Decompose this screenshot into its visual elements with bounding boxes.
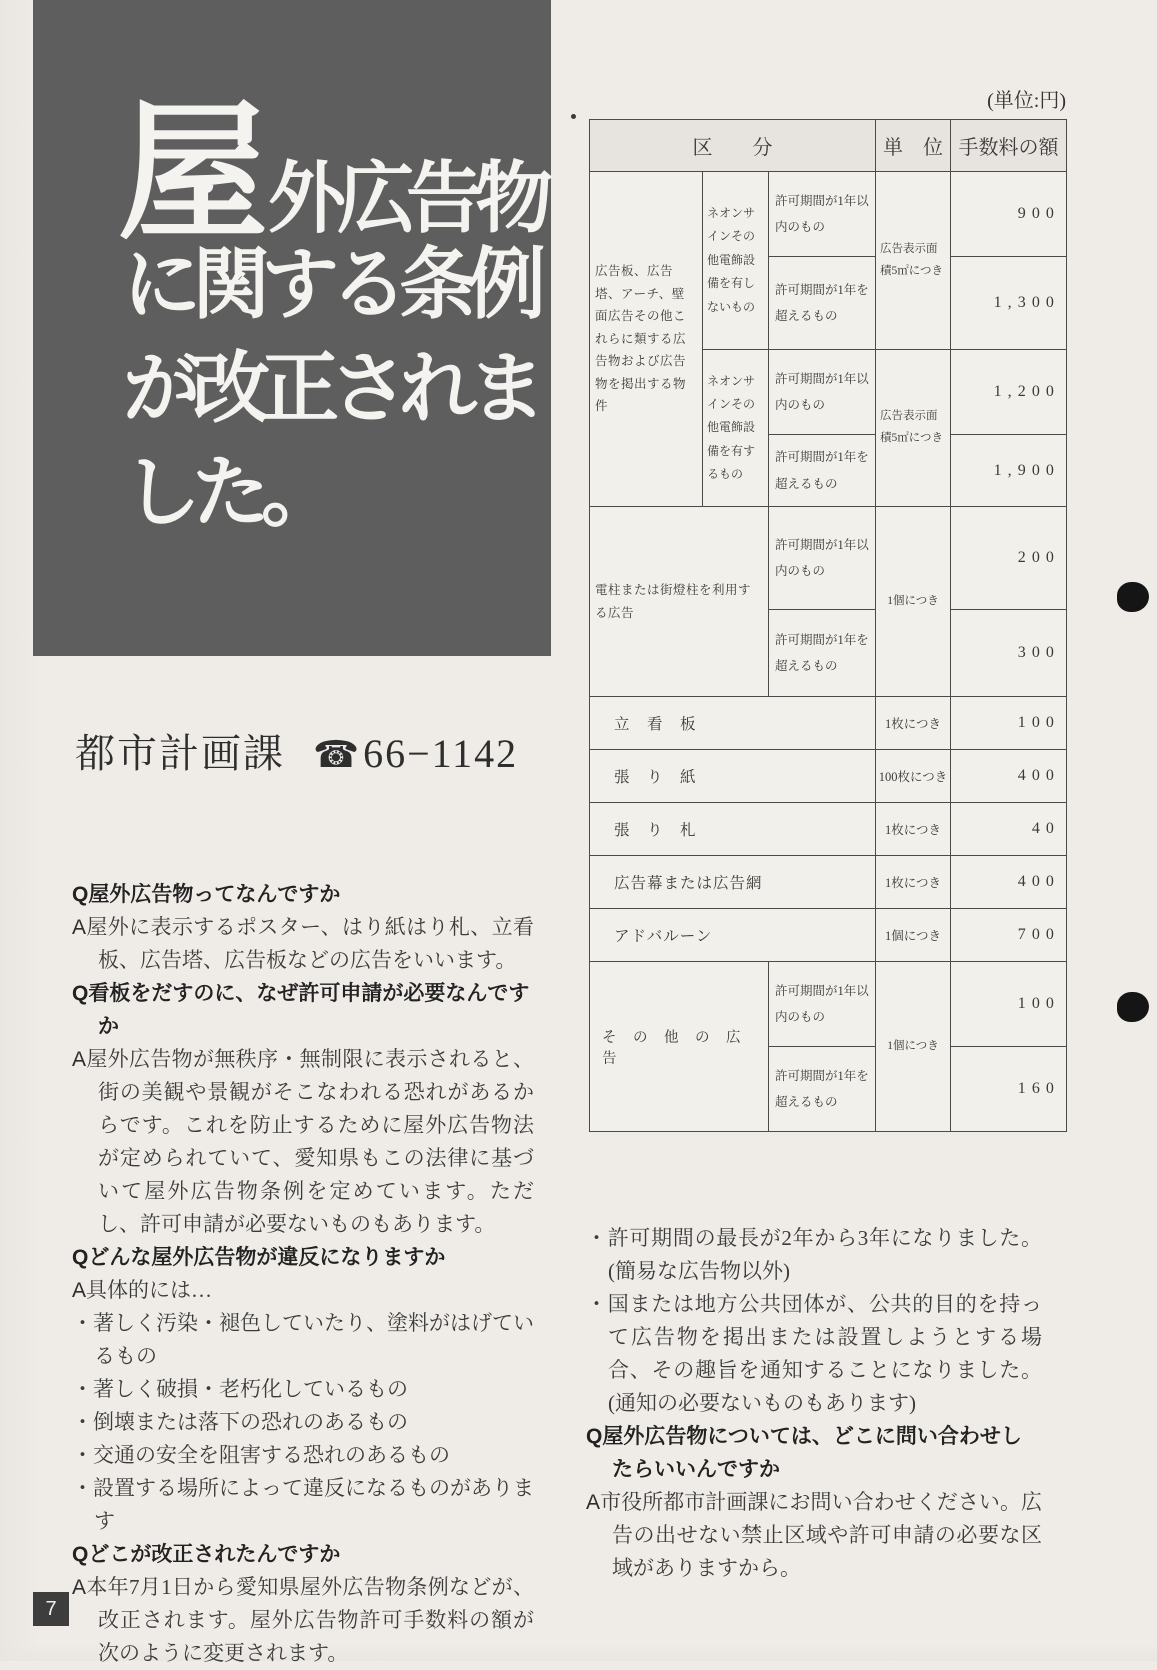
header-cell-amount: 手数料の額 xyxy=(951,120,1067,172)
page-title-line2: に関する条例 xyxy=(123,241,538,328)
qa-question xyxy=(72,1538,534,1571)
page-title-big-char: 屋 xyxy=(118,92,269,258)
qa-text: どこが改正されたんですか xyxy=(88,1543,341,1566)
qa-bullet xyxy=(72,1406,534,1439)
fee-cell: 100 xyxy=(951,962,1067,1047)
unit-cell: 広告表示面積5㎡につき xyxy=(876,172,951,350)
unit-cell: 広告表示面積5㎡につき xyxy=(876,350,951,507)
qa-prefix: A xyxy=(72,1576,87,1599)
bullet-mark: ・ xyxy=(586,1292,608,1316)
bullet-mark: ・ xyxy=(72,1410,93,1434)
qa-bullet xyxy=(72,1439,534,1472)
category-cell-standing-sign: 立 看 板 xyxy=(590,697,876,750)
punch-hole-dot xyxy=(1117,582,1149,612)
qa-text: 看板をだすのに、なぜ許可申請が必要なんですか xyxy=(88,982,530,1038)
period-cell: 許可期間が1年以内のもの xyxy=(769,962,876,1047)
qa-bullet xyxy=(586,1288,1042,1420)
page-title-line1 xyxy=(118,92,545,258)
unit-cell: 1枚につき xyxy=(876,803,951,856)
fee-cell: 400 xyxy=(951,856,1067,909)
qa-text: 設置する場所によって違反になるものがあります xyxy=(93,1476,534,1533)
unit-note: (単位:円) xyxy=(987,90,1066,112)
ink-speck xyxy=(571,114,576,119)
category-cell-ad-balloon: アドバルーン xyxy=(590,909,876,962)
fee-cell: 300 xyxy=(951,610,1067,697)
header-cell-category: 区 分 xyxy=(590,120,876,172)
page-number-badge: 7 xyxy=(33,1592,69,1626)
fee-table xyxy=(589,119,1067,1132)
fee-cell: 700 xyxy=(951,909,1067,962)
bullet-mark: ・ xyxy=(72,1443,93,1467)
qa-prefix: Q xyxy=(72,982,89,1005)
department-name: 都市計画課 xyxy=(75,731,285,776)
category-cell-tags: 張 り 札 xyxy=(590,803,876,856)
qa-text: 市役所都市計画課にお問い合わせください。広告の出せない禁止区域や許可申請の必要な区域がありますから。 xyxy=(600,1490,1042,1580)
bullet-mark: ・ xyxy=(72,1311,93,1335)
fee-cell: 1,200 xyxy=(951,350,1067,435)
qa-text: 屋外広告物については、どこに問い合わせしたらいいんですか xyxy=(602,1425,1022,1481)
fee-cell: 1,300 xyxy=(951,257,1067,350)
phone-icon: ☎ xyxy=(313,733,362,776)
qa-text: 許可期間の最長が2年から3年になりました。(簡易な広告物以外) xyxy=(607,1226,1043,1283)
fee-cell: 100 xyxy=(951,697,1067,750)
period-cell: 許可期間が1年以内のもの xyxy=(769,507,876,610)
qa-question xyxy=(72,1241,534,1274)
qa-bullet xyxy=(72,1307,534,1373)
unit-cell: 1枚につき xyxy=(876,697,951,750)
category-cell-other-ads: そ の 他 の 広 告 xyxy=(590,962,769,1132)
qa-prefix: Q xyxy=(72,1246,89,1269)
qa-answer xyxy=(72,1043,534,1241)
qa-question xyxy=(72,878,534,911)
qa-prefix: Q xyxy=(72,1543,89,1566)
period-cell: 許可期間が1年を超えるもの xyxy=(769,610,876,697)
title-box xyxy=(33,0,551,656)
subtype-cell-non-neon: ネオンサインその他電飾設備を有しないもの xyxy=(703,172,769,350)
qa-prefix: Q xyxy=(586,1425,603,1448)
qa-prefix: A xyxy=(72,916,87,939)
qa-bullet xyxy=(72,1373,534,1406)
page-title-line1-rest: 外広告物 xyxy=(268,155,545,242)
unit-cell: 1個につき xyxy=(876,909,951,962)
header-cell-unit: 単 位 xyxy=(876,120,951,172)
qa-answer xyxy=(586,1486,1042,1585)
qa-answer xyxy=(72,1571,534,1670)
qa-prefix: Q xyxy=(72,883,89,906)
fee-cell: 40 xyxy=(951,803,1067,856)
fee-cell: 900 xyxy=(951,172,1067,257)
fee-cell: 200 xyxy=(951,507,1067,610)
unit-cell: 1枚につき xyxy=(876,856,951,909)
bullet-mark: ・ xyxy=(72,1377,93,1401)
fee-cell: 160 xyxy=(951,1047,1067,1132)
qa-text: 交通の安全を阻害する恐れのあるもの xyxy=(93,1443,450,1467)
unit-cell: 100枚につき xyxy=(876,750,951,803)
qa-text: 屋外広告物ってなんですか xyxy=(88,883,341,906)
qa-left-column xyxy=(72,878,534,1670)
qa-text: 著しく破損・老朽化しているもの xyxy=(93,1377,408,1401)
qa-bullet xyxy=(586,1222,1042,1288)
qa-prefix: A xyxy=(72,1048,87,1071)
qa-text: 著しく汚染・褪色していたり、塗料がはげているもの xyxy=(93,1311,534,1368)
bullet-mark: ・ xyxy=(72,1476,93,1500)
unit-cell: 1個につき xyxy=(876,962,951,1132)
qa-question xyxy=(72,977,534,1043)
category-cell-utility-poles: 電柱または街燈柱を利用する広告 xyxy=(590,507,769,697)
qa-text: 倒壊または落下の恐れのあるもの xyxy=(93,1410,408,1434)
qa-prefix: A xyxy=(72,1279,87,1302)
qa-bullet xyxy=(72,1472,534,1538)
period-cell: 許可期間が1年を超えるもの xyxy=(769,1047,876,1132)
phone-number: 66−1142 xyxy=(363,731,519,776)
contact-line xyxy=(75,722,518,779)
period-cell: 許可期間が1年以内のもの xyxy=(769,350,876,435)
period-cell: 許可期間が1年を超えるもの xyxy=(769,257,876,350)
period-cell: 許可期間が1年以内のもの xyxy=(769,172,876,257)
qa-text: 屋外に表示するポスター、はり紙はり札、立看板、広告塔、広告板などの広告をいいます。 xyxy=(86,915,534,972)
qa-text: 本年7月1日から愛知県屋外広告物条例などが、改正されます。屋外広告物許可手数料の額が次のように変更されます。 xyxy=(86,1575,534,1665)
subtype-cell-neon: ネオンサインその他電飾設備を有するもの xyxy=(703,350,769,507)
fee-cell: 400 xyxy=(951,750,1067,803)
fee-cell: 1,900 xyxy=(951,435,1067,507)
qa-answer xyxy=(72,911,534,977)
unit-cell: 1個につき xyxy=(876,507,951,697)
qa-question xyxy=(586,1420,1042,1486)
qa-prefix: A xyxy=(586,1491,601,1514)
page-title-line4: した。 xyxy=(123,449,331,536)
period-cell: 許可期間が1年を超えるもの xyxy=(769,435,876,507)
bullet-mark: ・ xyxy=(586,1226,608,1250)
qa-right-column xyxy=(586,1222,1042,1585)
qa-answer xyxy=(72,1274,534,1307)
qa-text: 国または地方公共団体が、公共的目的を持って広告物を掲出または設置しようとする場合、その趣旨を通知することになりました。(通知の必要ないものもあります) xyxy=(607,1292,1042,1415)
category-cell-banners: 広告幕または広告網 xyxy=(590,856,876,909)
qa-text: どんな屋外広告物が違反になりますか xyxy=(88,1246,446,1269)
page-title-line3: が改正されま xyxy=(123,345,538,432)
category-cell-billboards: 広告板、広告塔、アーチ、壁面広告その他これらに類する広告物および広告物を掲出する物件 xyxy=(590,172,703,507)
qa-text: 屋外広告物が無秩序・無制限に表示されると、街の美観や景観がそこなわれる恐れがあるからです。これを防止するために屋外広告物法が定められていて、愛知県もこの法律に基づいて屋外広告物条例を定めています。ただし、許可申請が必要ないものもあります。 xyxy=(86,1047,534,1236)
category-cell-posters: 張 り 紙 xyxy=(590,750,876,803)
qa-text: 具体的には… xyxy=(86,1278,213,1302)
punch-hole-dot xyxy=(1117,992,1149,1022)
